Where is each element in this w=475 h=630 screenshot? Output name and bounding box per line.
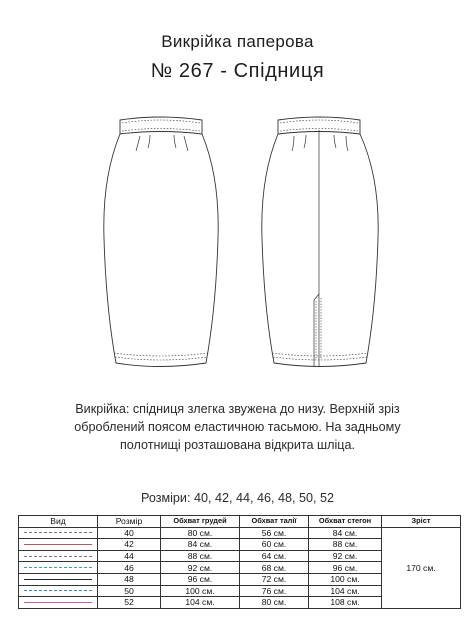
description-line-2: оброблений поясом еластичною тасьмою. На задньому [74,420,401,434]
line-style-swatch-cell [19,550,98,562]
waist-cell: 64 см. [240,550,309,562]
line-style-swatch-cell [19,573,98,585]
line-style-swatch-cell [19,597,98,609]
line-style-swatch [24,567,92,568]
height-cell: 170 см. [382,527,461,608]
size-cell: 48 [98,573,161,585]
size-cell: 50 [98,585,161,597]
bust-cell: 88 см. [161,550,240,562]
skirt-technical-drawing [90,108,390,390]
line-style-swatch-cell [19,585,98,597]
bust-cell: 100 см. [161,585,240,597]
back-skirt-body [262,134,378,367]
description-line-1: Викрійка: спідниця злегка звужена до низу. Верхній зріз [75,402,400,416]
size-chart-header-row [19,516,461,528]
header-waist: Обхват талії [240,516,309,528]
hips-cell: 100 см. [309,573,382,585]
waist-cell: 60 см. [240,539,309,551]
sizes-list: Розміри: 40, 42, 44, 46, 48, 50, 52 [140,491,335,505]
waist-cell: 76 см. [240,585,309,597]
skirt-back-view [262,117,378,367]
size-cell: 44 [98,550,161,562]
pattern-number-title: № 267 - Спідниця [150,60,325,82]
pattern-title: Викрійка паперова [161,32,314,51]
waist-cell: 80 см. [240,597,309,609]
size-cell: 42 [98,539,161,551]
hips-cell: 84 см. [309,527,382,539]
hips-cell: 92 см. [309,550,382,562]
line-style-swatch-cell [19,527,98,539]
bust-cell: 92 см. [161,562,240,574]
header-hips: Обхват стегон [309,516,382,528]
size-chart-table [18,515,461,609]
front-waistband [120,117,202,134]
line-style-swatch-cell [19,562,98,574]
line-style-swatch [24,556,92,557]
header-size: Розмір [98,516,161,528]
bust-cell: 96 см. [161,573,240,585]
waist-cell: 68 см. [240,562,309,574]
hips-cell: 104 см. [309,585,382,597]
line-style-swatch-cell [19,539,98,551]
bust-cell: 84 см. [161,539,240,551]
size-cell: 52 [98,597,161,609]
size-cell: 46 [98,562,161,574]
back-slit [314,294,319,366]
front-skirt-body [104,134,218,367]
table-row [19,527,461,539]
waist-cell: 72 см. [240,573,309,585]
hips-cell: 96 см. [309,562,382,574]
bust-cell: 104 см. [161,597,240,609]
hips-cell: 108 см. [309,597,382,609]
header-view: Вид [19,516,98,528]
line-style-swatch [24,590,92,591]
bust-cell: 80 см. [161,527,240,539]
header-height: Зріст [382,516,461,528]
pattern-description [20,400,455,454]
hips-cell: 88 см. [309,539,382,551]
size-cell: 40 [98,527,161,539]
skirt-front-view [104,117,218,367]
description-line-3: полотнищі розташована відкрита шліца. [119,438,356,452]
waist-cell: 56 см. [240,527,309,539]
line-style-swatch [24,532,92,533]
line-style-swatch [24,544,92,545]
line-style-swatch [24,602,92,603]
line-style-swatch [24,579,92,580]
header-bust: Обхват грудей [161,516,240,528]
